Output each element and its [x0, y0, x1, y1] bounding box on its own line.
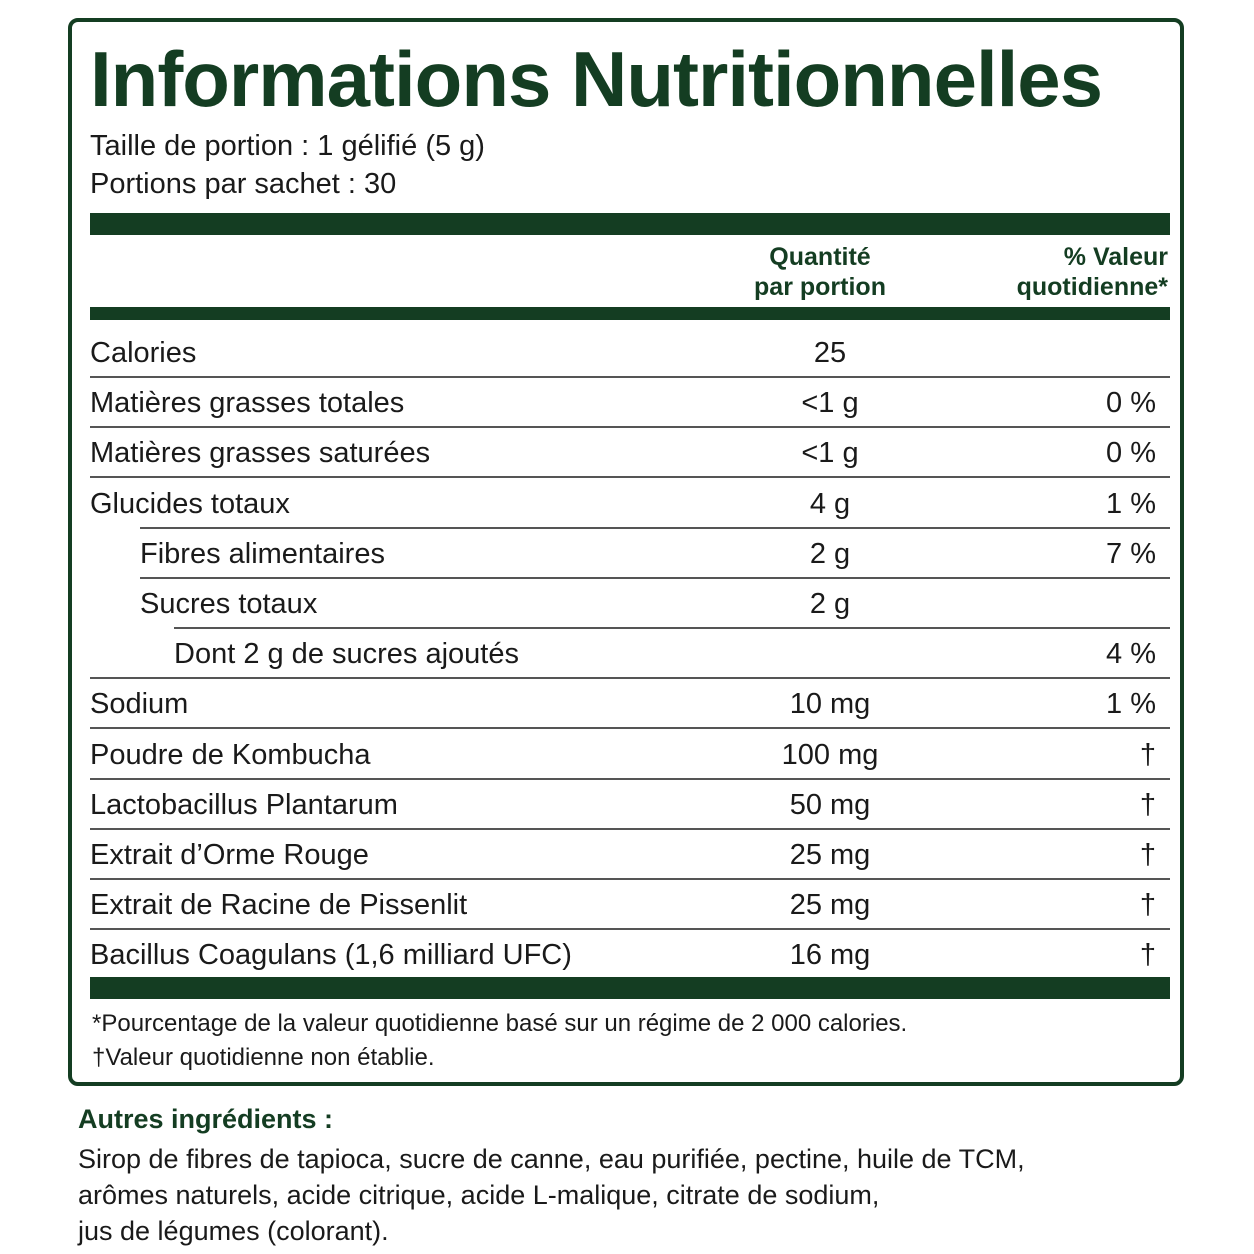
nutrient-daily-value: 0 %	[1106, 387, 1156, 420]
nutrient-amount: 10 mg	[789, 688, 871, 721]
nutrient-amount: 100 mg	[781, 738, 879, 771]
nutrient-amount: 2 g	[809, 588, 851, 620]
nutrient-label: Dont 2 g de sucres ajoutés	[174, 638, 519, 671]
nutrient-label: Calories	[90, 337, 197, 369]
nutrient-label: Lactobacillus Plantarum	[90, 788, 398, 821]
nutrient-label: Matières grasses totales	[90, 387, 405, 420]
serving-size: Taille de portion : 1 gélifié (5 g)	[90, 130, 485, 162]
nutrient-amount: 16 mg	[789, 939, 871, 972]
nutrient-daily-value: †	[1139, 839, 1156, 871]
servings-per-container: Portions par sachet : 30	[90, 168, 397, 200]
table-row	[90, 629, 1170, 679]
nutrient-amount: <1 g	[801, 437, 859, 470]
table-row	[90, 679, 1170, 729]
nutrient-amount: 2 g	[809, 537, 851, 570]
nutrient-daily-value: †	[1139, 939, 1156, 972]
table-row	[90, 378, 1170, 428]
footnote-dagger: †Valeur quotidienne non établie.	[92, 1044, 435, 1071]
other-ingredients-title: Autres ingrédients :	[78, 1104, 334, 1134]
nutrient-daily-value: 4 %	[1106, 638, 1156, 671]
nutrient-label: Poudre de Kombucha	[90, 738, 371, 771]
table-row	[90, 930, 1170, 980]
nutrient-amount: 25	[813, 337, 847, 369]
table-row	[90, 428, 1170, 478]
nutrient-daily-value: 1 %	[1106, 487, 1156, 520]
table-row	[90, 579, 1170, 629]
table-row	[90, 730, 1170, 780]
medium-divider	[90, 307, 1170, 320]
nutrient-label: Glucides totaux	[90, 487, 290, 520]
nutrient-label: Sucres totaux	[140, 588, 318, 620]
page-title: Informations Nutritionnelles	[90, 35, 1103, 123]
nutrient-amount: <1 g	[801, 387, 859, 420]
nutrient-label: Fibres alimentaires	[140, 537, 385, 570]
nutrient-label: Matières grasses saturées	[90, 437, 431, 470]
dv-column-header: % Valeur quotidienne*	[1016, 243, 1168, 301]
table-row	[90, 880, 1170, 930]
table-row	[90, 328, 1170, 378]
nutrient-amount: 4 g	[809, 487, 851, 520]
other-ingredients-line: Sirop de fibres de tapioca, sucre de canne, eau purifiée, pectine, huile de TCM,	[78, 1144, 1025, 1174]
table-row	[90, 479, 1170, 529]
nutrient-daily-value: 7 %	[1106, 537, 1156, 570]
table-row	[90, 529, 1170, 579]
table-row	[90, 830, 1170, 880]
thick-divider-bottom	[90, 977, 1170, 999]
nutrient-daily-value: †	[1139, 788, 1156, 821]
nutrient-daily-value: 0 %	[1106, 437, 1156, 470]
table-row	[90, 780, 1170, 830]
nutrient-amount: 50 mg	[789, 788, 871, 821]
other-ingredients-line: arômes naturels, acide citrique, acide L-malique, citrate de sodium,	[78, 1180, 880, 1210]
other-ingredients-line: jus de légumes (colorant).	[78, 1216, 389, 1246]
nutrient-daily-value: 1 %	[1106, 688, 1156, 721]
nutrient-label: Sodium	[90, 688, 189, 721]
nutrient-amount: 25 mg	[789, 889, 871, 922]
nutrient-daily-value: †	[1139, 889, 1156, 922]
nutrient-label: Bacillus Coagulans (1,6 milliard UFC)	[90, 939, 572, 972]
nutrient-label: Extrait d’Orme Rouge	[90, 839, 369, 871]
nutrient-daily-value: †	[1139, 738, 1156, 771]
footnote-dv-basis: *Pourcentage de la valeur quotidienne basé sur un régime de 2 000 calories.	[92, 1010, 908, 1037]
thick-divider-top	[90, 213, 1170, 235]
nutrient-label: Extrait de Racine de Pissenlit	[90, 889, 468, 922]
nutrient-amount: 25 mg	[789, 839, 871, 871]
amount-column-header: Quantité par portion	[754, 243, 886, 301]
